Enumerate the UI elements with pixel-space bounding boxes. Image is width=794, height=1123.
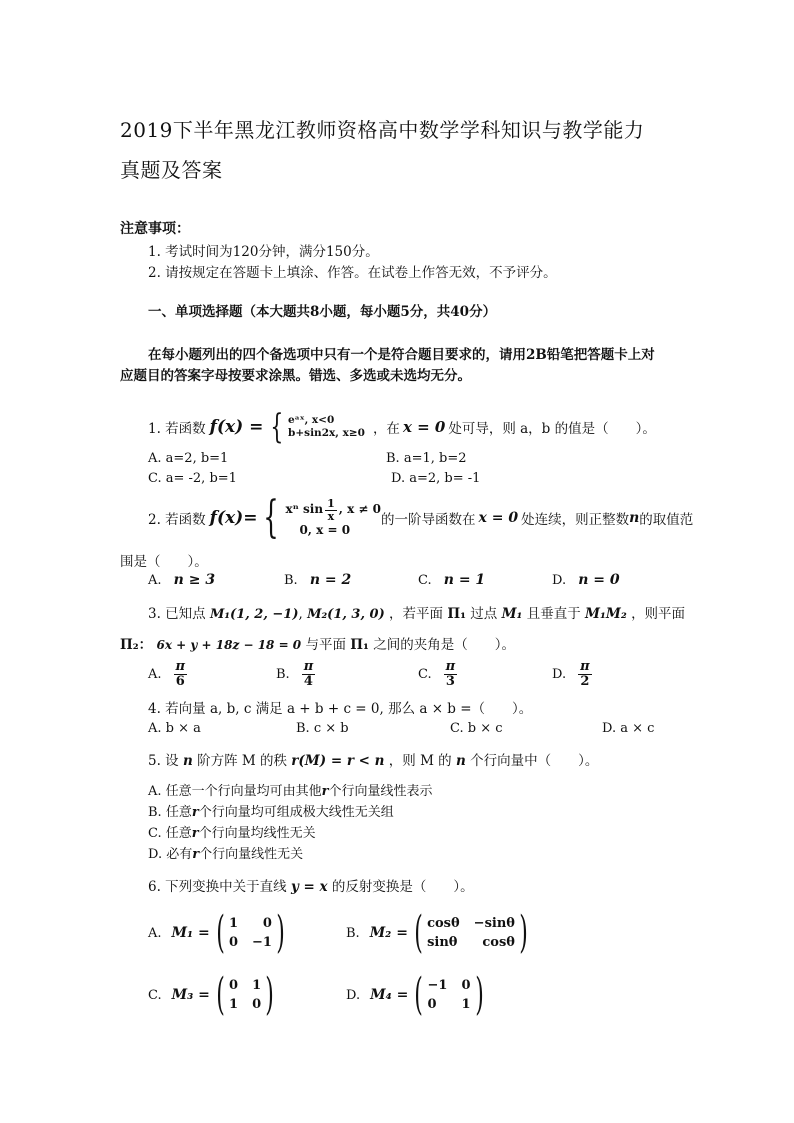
q3-option-a-den: 6 bbox=[175, 674, 185, 690]
q5-option-b bbox=[148, 801, 394, 820]
q1-option-c: C. a= -2, b=1 bbox=[148, 471, 237, 486]
q2-option-a-value: n ≥ 3 bbox=[173, 572, 216, 588]
question-3-line1: 3. 已知点 M₁(1, 2, −1), M₂(1, 3, 0) ，若平面 Π₁ 过点 M₁ 且垂直于 M₁M₂ ，则平面 bbox=[148, 606, 686, 622]
q4-option-c: C. b × c bbox=[450, 721, 503, 736]
q5-option-a-rest: 个行向量线性表示 bbox=[328, 784, 433, 799]
q2-cond: x = 0 bbox=[478, 510, 519, 526]
q2-brace: { bbox=[263, 492, 280, 543]
q2-option-b-label: B. bbox=[284, 573, 298, 588]
q6-prefix: 6. 下列变换中关于直线 bbox=[148, 879, 287, 895]
page-title-line1: 2019下半年黑龙江教师资格高中数学学科知识与教学能力 bbox=[120, 118, 645, 142]
q5-option-d-text: D. 必有 bbox=[148, 847, 193, 862]
q3-option-b-label: B. bbox=[276, 667, 290, 683]
q2-frac-den: x bbox=[327, 509, 335, 523]
q3-option-d-den: 2 bbox=[580, 674, 590, 690]
q5-prefix: 5. 设 bbox=[148, 753, 179, 769]
q1-case1: eᵃˣ, x<0 bbox=[288, 413, 335, 426]
question-2 bbox=[148, 490, 693, 546]
q6-b-r1c2: −sinθ bbox=[473, 916, 515, 931]
q2-mid2: 处连续，则正整数 bbox=[521, 512, 630, 528]
q2-suffix: 的取值范 bbox=[639, 512, 694, 528]
q6-option-b-name: M₂ = bbox=[369, 925, 408, 941]
q6-d-r2c1: 0 bbox=[427, 997, 437, 1012]
q6-d-r1c1: −1 bbox=[427, 978, 448, 993]
q6-suffix: 的反射变换是（ ）。 bbox=[331, 879, 474, 895]
section-heading: 一、单项选择题（本大题共8小题，每小题5分，共40分） bbox=[148, 304, 497, 320]
q5-option-c-text: C. 任意 bbox=[148, 826, 192, 841]
q3-m1b: M₁ bbox=[501, 606, 523, 622]
q5-option-a bbox=[148, 780, 433, 799]
question-1 bbox=[148, 405, 656, 449]
q5-option-a-text: A. 任意一个行向量均可由其他 bbox=[148, 784, 322, 799]
q6-option-c-name: M₃ = bbox=[171, 987, 210, 1003]
q6-d-r2c2: 1 bbox=[461, 997, 471, 1012]
page-title-line2: 真题及答案 bbox=[120, 158, 223, 182]
q2-prefix: 2. 若函数 bbox=[148, 512, 206, 528]
q2-option-a bbox=[148, 572, 215, 588]
q3-mid3: 且垂直于 bbox=[526, 606, 581, 622]
q3-option-b bbox=[276, 660, 315, 690]
q6-a-r2c2: −1 bbox=[251, 935, 272, 950]
q5-rank: r(M) = r < n bbox=[291, 753, 385, 769]
q6-b-r2c2: cosθ bbox=[482, 935, 515, 950]
q5-mid: 阶方阵 M 的秩 bbox=[197, 753, 287, 769]
q6-a-r1c2: 0 bbox=[262, 916, 272, 931]
q5-option-c-r: r bbox=[191, 826, 199, 841]
note-item-1: 1. 考试时间为120分钟，满分150分。 bbox=[148, 244, 379, 260]
q6-option-d-name: M₄ = bbox=[370, 987, 409, 1003]
q1-suffix: 处可导，则 a，b 的值是（ ）。 bbox=[448, 421, 656, 437]
q1-option-d: D. a=2, b= -1 bbox=[391, 471, 481, 486]
q3-option-c-frac bbox=[444, 660, 458, 690]
q2-option-d-value: n = 0 bbox=[578, 572, 620, 588]
q6-d-r1c2: 0 bbox=[461, 978, 471, 993]
q3-mid4: 与平面 bbox=[305, 637, 346, 653]
q3-option-a-frac bbox=[174, 660, 188, 690]
q5-mid2: ，则 M 的 bbox=[388, 753, 452, 769]
q5-option-c-rest: 个行向量均线性无关 bbox=[198, 826, 316, 841]
q2-piecewise bbox=[257, 492, 381, 543]
q6-option-b-matrix: ( cosθ −sinθ sinθ cosθ ) bbox=[414, 907, 528, 958]
q6-line: y = x bbox=[290, 879, 328, 895]
q5-option-b-r: r bbox=[191, 805, 199, 820]
q6-option-d bbox=[346, 969, 488, 1020]
q6-option-a-matrix: ( 1 0 0 −1 ) bbox=[216, 907, 285, 958]
q3-option-d-frac bbox=[578, 660, 592, 690]
q3-option-a-num: π bbox=[175, 659, 186, 674]
q5-n2: n bbox=[455, 753, 466, 769]
notes-heading: 注意事项： bbox=[120, 221, 190, 237]
question-6 bbox=[148, 875, 474, 895]
q2-option-b-value: n = 2 bbox=[309, 572, 352, 588]
q2-var: n bbox=[629, 510, 640, 526]
q3-m2: M₂(1, 3, 0) bbox=[307, 607, 385, 622]
q5-suffix: 个行向量中（ ）。 bbox=[470, 753, 599, 769]
q5-n: n bbox=[182, 753, 193, 769]
q1-prefix: 1. 若函数 bbox=[148, 421, 206, 437]
q2-option-a-label: A. bbox=[148, 573, 162, 588]
q4-option-b: B. c × b bbox=[296, 721, 349, 736]
q3-option-c-num: π bbox=[445, 659, 456, 674]
q3-prefix: 3. 已知点 bbox=[148, 606, 206, 622]
q6-c-r2c2: 0 bbox=[252, 997, 262, 1012]
q1-option-a: A. a=2, b=1 bbox=[148, 451, 229, 466]
q1-cond: x = 0 bbox=[402, 418, 446, 436]
question-5 bbox=[148, 749, 598, 769]
q6-option-c-label: C. bbox=[148, 987, 162, 1003]
q2-mid: 的一阶导函数在 bbox=[381, 512, 476, 528]
q3-option-b-frac bbox=[302, 660, 316, 690]
section-instruction-line2: 应题目的答案字母按要求涂黑。错选、多选或未选均无分。 bbox=[120, 368, 471, 384]
q3-mid: ，若平面 bbox=[389, 606, 444, 622]
q5-option-c bbox=[148, 822, 316, 841]
q4-option-d: D. a × c bbox=[602, 721, 655, 736]
q3-suffix: ，则平面 bbox=[631, 606, 686, 622]
q3-suffix2: 之间的夹角是（ ）。 bbox=[373, 637, 515, 653]
q3-option-c-den: 3 bbox=[445, 674, 455, 690]
q3-pi2: Π₂： bbox=[120, 637, 153, 653]
q6-option-c-matrix: ( 0 1 1 0 ) bbox=[216, 969, 275, 1020]
q2-case1b: , x ≠ 0 bbox=[338, 502, 381, 517]
q5-option-d bbox=[148, 843, 303, 862]
q6-c-r1c2: 1 bbox=[252, 978, 262, 993]
q6-option-a-label: A. bbox=[148, 925, 162, 941]
q6-a-r1c1: 1 bbox=[228, 916, 238, 931]
q2-fx: f(x)= bbox=[209, 508, 258, 528]
q3-option-a-label: A. bbox=[148, 667, 162, 683]
q2-option-d bbox=[552, 572, 620, 588]
q6-b-r1c1: cosθ bbox=[427, 916, 460, 931]
q5-option-d-rest: 个行向量线性无关 bbox=[199, 847, 304, 862]
q1-mid: ，在 bbox=[372, 421, 400, 437]
q3-pi1: Π₁ bbox=[447, 606, 466, 622]
question-3-line2 bbox=[120, 633, 515, 653]
q5-option-b-rest: 个行向量均可组成极大线性无关组 bbox=[198, 805, 394, 820]
q5-option-b-text: B. 任意 bbox=[148, 805, 192, 820]
q6-option-d-matrix: ( −1 0 0 1 ) bbox=[414, 969, 484, 1020]
q3-m1: M₁(1, 2, −1) bbox=[209, 607, 299, 622]
note-item-2: 2. 请按规定在答题卡上填涂、作答。在试卷上作答无效，不予评分。 bbox=[148, 265, 557, 281]
q2-case2: 0, x = 0 bbox=[299, 522, 351, 537]
q6-a-r2c1: 0 bbox=[228, 935, 238, 950]
q6-option-c bbox=[148, 969, 278, 1020]
q1-fx: f(x) = bbox=[209, 417, 264, 437]
q2-option-b bbox=[284, 572, 351, 588]
q3-option-d-num: π bbox=[580, 659, 590, 674]
q2-option-d-label: D. bbox=[552, 573, 567, 588]
q6-option-b-label: B. bbox=[346, 925, 360, 941]
question-4: 4. 若向量 a, b, c 满足 a + b + c = 0, 那么 a × b =（ ）。 bbox=[148, 701, 533, 717]
q3-option-d bbox=[552, 660, 592, 690]
q3-pi1b: Π₁ bbox=[350, 637, 369, 653]
q3-m1m2: M₁M₂ bbox=[585, 606, 627, 622]
q2-line2: 围是（ ）。 bbox=[120, 554, 208, 570]
q2-frac bbox=[325, 498, 337, 523]
q6-option-a bbox=[148, 907, 289, 958]
q1-piecewise bbox=[266, 407, 365, 447]
q2-option-c bbox=[418, 572, 485, 588]
q3-option-c-label: C. bbox=[418, 667, 432, 683]
q2-frac-num: 1 bbox=[327, 496, 335, 510]
section-instruction-line1: 在每小题列出的四个备选项中只有一个是符合题目要求的，请用2B铅笔把答题卡上对 bbox=[148, 347, 655, 363]
q6-c-r1c1: 0 bbox=[229, 978, 239, 993]
q6-b-r2c1: sinθ bbox=[427, 935, 458, 950]
q5-option-a-r: r bbox=[321, 784, 329, 799]
q1-case2: b+sin2x, x≥0 bbox=[288, 427, 365, 439]
q1-brace: { bbox=[270, 407, 284, 447]
q2-option-c-value: n = 1 bbox=[443, 572, 486, 588]
q2-option-c-label: C. bbox=[418, 573, 432, 588]
q3-mid2: 过点 bbox=[470, 606, 498, 622]
q3-option-c bbox=[418, 660, 457, 690]
q2-case1a: xⁿ sin bbox=[285, 502, 324, 517]
q5-option-d-r: r bbox=[192, 847, 200, 862]
q3-eq: 6x + y + 18z − 18 = 0 bbox=[156, 638, 302, 652]
q1-option-b: B. a=1, b=2 bbox=[386, 451, 467, 466]
q3-option-d-label: D. bbox=[552, 667, 567, 683]
q6-option-d-label: D. bbox=[346, 987, 361, 1003]
q6-option-b bbox=[346, 907, 532, 958]
q3-option-a bbox=[148, 660, 187, 690]
q3-option-b-den: 4 bbox=[303, 674, 313, 690]
q4-option-a: A. b × a bbox=[148, 721, 201, 736]
q6-c-r2c1: 1 bbox=[229, 997, 239, 1012]
q3-option-b-num: π bbox=[303, 659, 314, 674]
q6-option-a-name: M₁ = bbox=[171, 925, 210, 941]
